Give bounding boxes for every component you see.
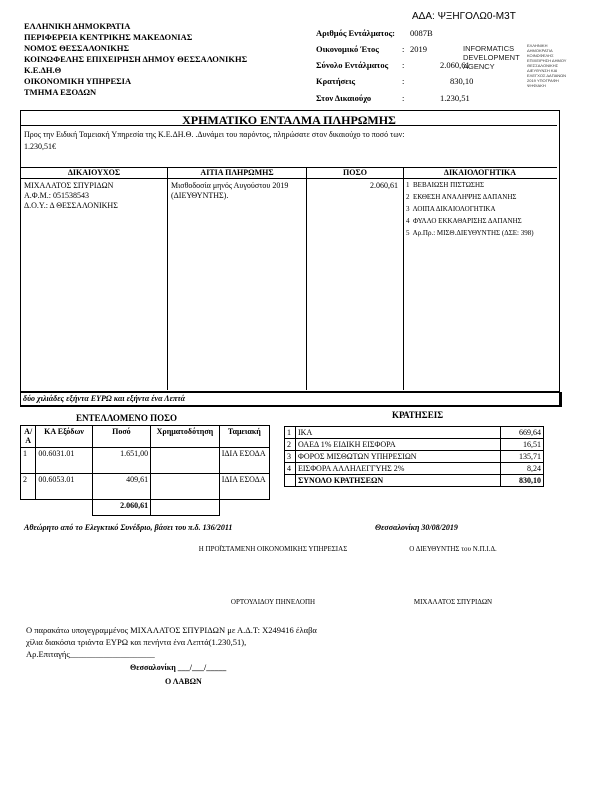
ordered-amount-title: ΕΝΤΕΛΛΟΜΕΝΟ ΠΟΣΟ bbox=[76, 413, 178, 423]
issuer-line: ΚΟΙΝΩΦΕΛΗΣ ΕΠΙΧΕΙΡΗΣΗ ΔΗΜΟΥ ΘΕΣΣΑΛΟΝΙΚΗΣ bbox=[24, 54, 248, 64]
deductions-table bbox=[284, 426, 544, 487]
meta-value-year: 2019 bbox=[410, 44, 427, 54]
docs-list bbox=[406, 181, 554, 241]
signatory-left-name: ΟΡΤΟΥΛΙΔΟΥ ΠΗΝΕΛΟΠΗ bbox=[230, 598, 316, 606]
document-title: ΧΡΗΜΑΤΙΚΟ ΕΝΤΑΛΜΑ ΠΛΗΡΩΜΗΣ bbox=[182, 113, 396, 127]
col-amount: Ποσό bbox=[92, 426, 150, 448]
docs-item: 5 Αρ.Πρ.: ΜΙΣΘ.ΔΙΕΥΘΥΝΤΗΣ (ΔΣΕ: 398) bbox=[406, 229, 534, 237]
payment-order-box bbox=[20, 110, 560, 392]
table-row: 3 ΦΟΡΟΣ ΜΙΣΘΩΤΩΝ ΥΠΗΡΕΣΙΩΝ 135,71 bbox=[285, 451, 544, 463]
table-row: 2 ΟΑΕΔ 1% ΕΙΔΙΚΗ ΕΙΣΦΟΡΑ 16,51 bbox=[285, 439, 544, 451]
beneficiary-doy: Δ.Ο.Υ.: Δ ΘΕΣΣΑΛΟΝΙΚΗΣ bbox=[24, 201, 118, 210]
col-ka: ΚΑ Εξόδων bbox=[36, 426, 92, 448]
intro-text: Προς την Ειδική Ταμειακή Υπηρεσία της Κ.Ε.ΔΗ.Θ. .Δυνάμει του παρόντος, πληρώσατε στον δικαιούχο το ποσό των: bbox=[24, 130, 405, 139]
meta-label-year: Οικονομικό Έτος bbox=[316, 44, 379, 54]
col-aa: Α/Α bbox=[21, 426, 36, 448]
issuer-line: ΠΕΡΙΦΕΡΕΙΑ ΚΕΝΤΡΙΚΗΣ ΜΑΚΕΔΟΝΙΑΣ bbox=[24, 32, 193, 42]
deductions-title: ΚΡΑΤΗΣΕΙΣ bbox=[392, 410, 444, 420]
agency-logo-text: INFORMATICS DEVELOPMENT AGENCY bbox=[463, 44, 520, 71]
payment-cause: Μισθοδοσία μηνός Αυγούστου 2019 (ΔΙΕΥΘΥΝΤΗΣ). bbox=[171, 181, 289, 200]
docs-item: 4 ΦΥΛΛΟ ΕΚΚΑΘΑΡΙΣΗΣ ΔΑΠΑΝΗΣ bbox=[406, 217, 522, 225]
audit-note: Αθεώρητο από το Ελεγκτικό Συνέδριο, βάσει του π.δ. 136/2011 bbox=[24, 523, 233, 532]
receipt-receiver: Ο ΛΑΒΩΝ bbox=[165, 677, 202, 686]
issuer-line: Κ.Ε.ΔΗ.Θ bbox=[24, 65, 62, 75]
table-row: 2 00.6053.01 409,61 ΙΔΙΑ ΕΣΟΔΑ bbox=[21, 474, 270, 500]
ordered-amount-table bbox=[20, 425, 270, 516]
meta-label-number: Αριθμός Εντάλματος: bbox=[316, 28, 395, 38]
issuer-block bbox=[24, 21, 247, 98]
table-row: 1 00.6031.01 1.651,00 ΙΔΙΑ ΕΣΟΔΑ bbox=[21, 448, 270, 474]
signatory-right-role: Ο ΔΙΕΥΘΥΝΤΗΣ του Ν.Π.Ι.Δ. bbox=[409, 545, 497, 553]
table-total-row: 2.060,61 bbox=[21, 500, 270, 516]
table-row: 1 ΙΚΑ 669,64 bbox=[285, 427, 544, 439]
table-row: 4 ΕΙΣΦΟΡΑ ΑΛΛΗΛΕΓΓΥΗΣ 2% 8,24 bbox=[285, 463, 544, 475]
meta-value-number: 0087Β bbox=[410, 28, 433, 38]
issuer-line: ΤΜΗΜΑ ΕΞΟΔΩΝ bbox=[24, 87, 97, 97]
issuer-line: ΝΟΜΟΣ ΘΕΣΣΑΛΟΝΙΚΗΣ bbox=[24, 43, 130, 53]
docs-item: 1 ΒΕΒΑΙΩΣΗ ΠΙΣΤΩΣΗΣ bbox=[406, 181, 485, 189]
beneficiary-afm: Α.Φ.Μ.: 051538543 bbox=[24, 191, 89, 200]
beneficiary-info bbox=[24, 181, 118, 211]
meta-label-deductions: Κρατήσεις bbox=[316, 76, 356, 86]
receipt-place-date: Θεσσαλονίκη ___/___/_____ bbox=[130, 663, 227, 672]
digital-signature-stamp: ΕΛΛΗΝΙΚΗ ΔΗΜΟΚΡΑΤΙΑ ΚΟΙΝΩΦΕΛΗΣ ΕΠΙΧΕΙΡΗΣΗ ΔΗΜΟΥ ΘΕΣΣΑΛΟΝΙΚΗΣ ΔΙΕΥΘΥΝΣΗ ΚΑΙ ΕΛΕΓΧΟΣ ΔΑΠΑΝΩΝ 2019 ΥΠΟΓΡΑΦΗ ΨΗΦΙΑΚΗ bbox=[527, 43, 567, 88]
column-docs: ΔΙΚΑΙΟΛΟΓΗΤΙΚΑ bbox=[443, 168, 517, 177]
column-amount: ΠΟΣΟ bbox=[343, 168, 367, 177]
receipt-line: χίλια διακόσια τριάντα ΕΥΡΩ και πενήντα ένα Λεπτά(1.230,51), bbox=[26, 637, 247, 647]
receipt-line: Αρ.Επιταγής____________________ bbox=[26, 649, 155, 659]
column-cause: ΑΙΤΙΑ ΠΛΗΡΩΜΗΣ bbox=[200, 168, 274, 177]
meta-value-total: 2.060,61 bbox=[440, 60, 470, 70]
signatory-left-role: Η ΠΡΟΪΣΤΑΜΕΝΗ ΟΙΚΟΝΟΜΙΚΗΣ ΥΠΗΡΕΣΙΑΣ bbox=[198, 545, 348, 553]
issuer-line: ΟΙΚΟΝΟΜΙΚΗ ΥΠΗΡΕΣΙΑ bbox=[24, 76, 132, 86]
place-date: Θεσσαλονίκη 30/08/2019 bbox=[375, 523, 458, 532]
meta-value-payee: 1.230,51 bbox=[440, 93, 470, 103]
receipt-line: Ο παρακάτω υπογεγραμμένος ΜΙΧΑΛΑΤΟΣ ΣΠΥΡΙΔΩΝ με Α.Δ.Τ: Χ249416 έλαβα bbox=[26, 625, 317, 635]
col-treasury: Ταμειακή bbox=[219, 426, 269, 448]
docs-item: 2 ΕΚΘΕΣΗ ΑΝΑΛΗΨΗΣ ΔΑΠΑΝΗΣ bbox=[406, 193, 517, 201]
meta-label-payee: Στον Δικαιούχο bbox=[316, 93, 372, 103]
beneficiary-name: ΜΙΧΑΛΑΤΟΣ ΣΠΥΡΙΔΩΝ bbox=[24, 181, 114, 190]
meta-label-total: Σύνολο Εντάλματος bbox=[316, 60, 389, 70]
intro-amount: 1.230,51€ bbox=[24, 142, 56, 151]
payment-amount: 2.060,61 bbox=[370, 181, 398, 190]
signatory-right-name: ΜΙΧΑΛΑΤΟΣ ΣΠΥΡΙΔΩΝ bbox=[413, 598, 493, 606]
receipt-text bbox=[26, 624, 317, 660]
col-funding: Χρηματοδότηση bbox=[151, 426, 220, 448]
ada-code: ΑΔΑ: ΨΞΗΓΟΛΩ0-Μ3Τ bbox=[412, 11, 516, 22]
table-total-row: ΣΥΝΟΛΟ ΚΡΑΤΗΣΕΩΝ 830,10 bbox=[285, 475, 544, 487]
column-beneficiary: ΔΙΚΑΙΟΥΧΟΣ bbox=[67, 168, 121, 177]
docs-item: 3 ΛΟΙΠΑ ΔΙΚΑΙΟΛΟΓΗΤΙΚΑ bbox=[406, 205, 496, 213]
amount-in-words: δύο χιλιάδες εξήντα ΕΥΡΩ και εξήντα ένα Λεπτά bbox=[23, 394, 186, 403]
meta-value-deductions: 830,10 bbox=[450, 76, 474, 86]
issuer-line: ΕΛΛΗΝΙΚΗ ΔΗΜΟΚΡΑΤΙΑ bbox=[24, 21, 131, 31]
